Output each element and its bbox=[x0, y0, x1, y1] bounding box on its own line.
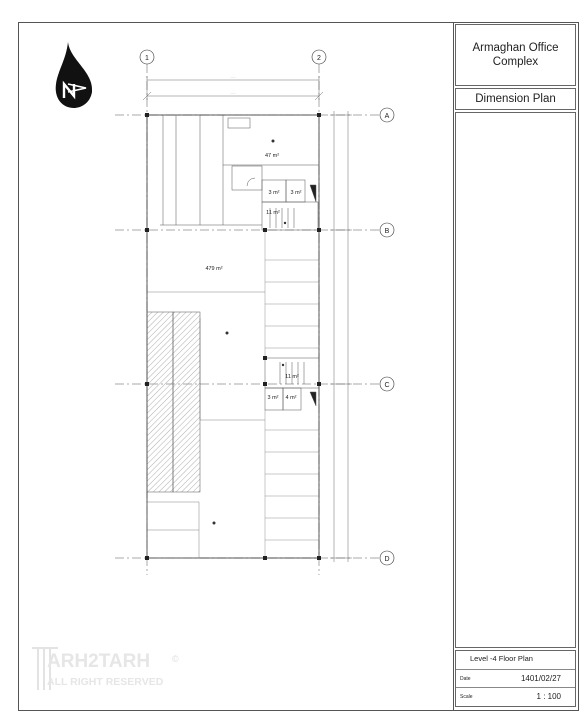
level-tag-icon bbox=[282, 364, 284, 366]
grid-label-2: 2 bbox=[317, 55, 321, 62]
level-name: Level -4 Floor Plan bbox=[470, 654, 533, 663]
room-label-top-area: 47 m² bbox=[264, 153, 280, 159]
date-label: Date bbox=[460, 676, 471, 682]
north-arrow-icon bbox=[56, 42, 92, 108]
watermark-subtitle: ALL RIGHT RESERVED bbox=[47, 676, 164, 688]
watermark-copyright: © bbox=[172, 654, 179, 664]
top-dimension-text-2: ····· bbox=[230, 91, 236, 95]
top-dimension-text: ····· bbox=[230, 75, 236, 79]
upper-zone bbox=[160, 115, 319, 230]
room-label-stair-top-left: 3 m² bbox=[268, 190, 280, 196]
grid-label-d: D bbox=[384, 556, 390, 563]
top-dimension-lines bbox=[143, 76, 323, 100]
sheet-title: Dimension Plan bbox=[455, 88, 576, 110]
level-tag-icon bbox=[213, 522, 216, 525]
date-value: 1401/02/27 bbox=[520, 674, 561, 683]
room-label-stair-bottom-left: 3 m² bbox=[267, 395, 279, 401]
scale-value: 1 : 100 bbox=[536, 692, 561, 701]
grid-label-c: C bbox=[384, 382, 390, 389]
watermark-name: ARH2TARH bbox=[47, 651, 151, 672]
right-dimension-lines bbox=[330, 111, 352, 562]
room-label-stair-bottom-core: 11 m² bbox=[285, 374, 299, 380]
ramp-hatch bbox=[147, 312, 200, 492]
stair-core-top bbox=[262, 202, 318, 230]
grid-label-b: B bbox=[384, 228, 390, 235]
room-label-stair-top-core: 11 m² bbox=[266, 210, 280, 216]
grid-label-a: A bbox=[384, 113, 390, 120]
level-tags bbox=[213, 140, 287, 525]
room-label-stair-bottom-right: 4 m² bbox=[285, 395, 297, 401]
room-label-main-hall: 479 m² bbox=[205, 266, 223, 272]
scale-label: Scale bbox=[460, 694, 473, 700]
grid-label-1: 1 bbox=[145, 55, 149, 62]
level-tag-icon bbox=[284, 222, 286, 224]
project-title: Armaghan Office Complex bbox=[455, 24, 576, 86]
level-tag-icon bbox=[226, 332, 229, 335]
room-label-stair-top-right: 3 m² bbox=[290, 190, 302, 196]
level-tag-icon bbox=[272, 140, 275, 143]
